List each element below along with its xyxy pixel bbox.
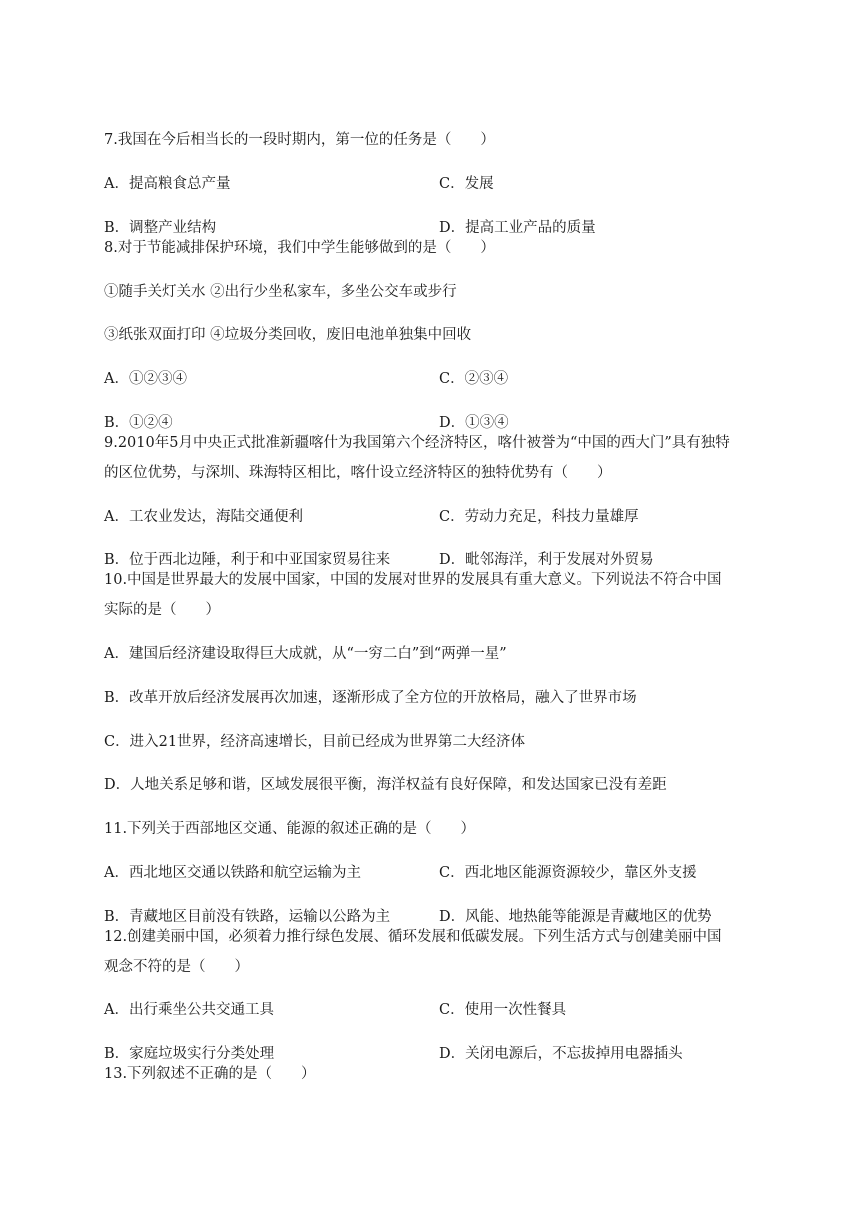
question-9-option-d: D．毗邻海洋，利于发展对外贸易 [439, 552, 654, 568]
question-9-option-c: C．劳动力充足，科技力量雄厚 [439, 509, 639, 525]
question-13-stem: 13.下列叙述不正确的是（ ） [104, 1066, 316, 1082]
question-11-option-b: B．青藏地区目前没有铁路，运输以公路为主 [104, 909, 391, 925]
question-12-option-a: A．出行乘坐公共交通工具 [104, 1002, 274, 1018]
question-9-stem-line-1: 9.2010年5月中央正式批准新疆喀什为我国第六个经济特区，喀什被誉为“中国的西大门”具有独特 [104, 435, 730, 451]
question-8-statement-2: ③纸张双面打印 ④垃圾分类回收，废旧电池单独集中回收 [104, 327, 472, 343]
question-9-stem-line-2: 的区位优势，与深圳、珠海特区相比，喀什设立经济特区的独特优势有（ ） [104, 465, 612, 481]
question-9-option-a: A．工农业发达，海陆交通便利 [104, 509, 303, 525]
question-10-option-c: C．进入21世界，经济高速增长，目前已经成为世界第二大经济体 [104, 734, 526, 750]
question-12-option-c: C．使用一次性餐具 [439, 1002, 567, 1018]
question-7-option-c: C．发展 [439, 176, 494, 192]
question-9-option-b: B．位于西北边陲，利于和中亚国家贸易往来 [104, 552, 391, 568]
question-11-option-d: D．风能、地热能等能源是青藏地区的优势 [439, 909, 712, 925]
question-8-option-b: B．①②④ [104, 415, 173, 431]
question-7-stem: 7.我国在今后相当长的一段时期内，第一位的任务是（ ） [104, 132, 495, 148]
question-12-option-b: B．家庭垃圾实行分类处理 [104, 1046, 275, 1062]
question-12-stem-line-2: 观念不符的是（ ） [104, 959, 249, 975]
question-10-option-b: B．改革开放后经济发展再次加速，逐渐形成了全方位的开放格局，融入了世界市场 [104, 690, 637, 706]
question-10-option-a: A．建国后经济建设取得巨大成就，从“一穷二白”到“两弹一星” [104, 646, 507, 662]
question-11-option-c: C．西北地区能源资源较少，靠区外支援 [439, 865, 697, 881]
question-10-option-d: D．人地关系足够和谐，区域发展很平衡，海洋权益有良好保障，和发达国家已没有差距 [104, 777, 667, 793]
question-10-stem-line-1: 10.中国是世界最大的发展中国家，中国的发展对世界的发展具有重大意义。下列说法不符合中国 [104, 572, 722, 588]
question-7-option-a: A．提高粮食总产量 [104, 176, 231, 192]
question-10-stem-line-2: 实际的是（ ） [104, 602, 220, 618]
question-8-statement-1: ①随手关灯关水 ②出行少坐私家车，多坐公交车或步行 [104, 284, 457, 300]
question-11-stem: 11.下列关于西部地区交通、能源的叙述正确的是（ ） [104, 821, 476, 837]
question-8-stem: 8.对于节能减排保护环境，我们中学生能够做到的是（ ） [104, 240, 495, 256]
question-7-option-b: B．调整产业结构 [104, 220, 217, 236]
question-7-option-d: D．提高工业产品的质量 [439, 220, 596, 236]
question-8-option-a: A．①②③④ [104, 371, 187, 387]
question-11-option-a: A．西北地区交通以铁路和航空运输为主 [104, 865, 361, 881]
question-8-option-d: D．①③④ [439, 415, 509, 431]
question-8-option-c: C．②③④ [439, 371, 509, 387]
question-12-stem-line-1: 12.创建美丽中国，必须着力推行绿色发展、循环发展和低碳发展。下列生活方式与创建美丽中国 [104, 929, 722, 945]
question-12-option-d: D．关闭电源后，不忘拔掉用电器插头 [439, 1046, 683, 1062]
